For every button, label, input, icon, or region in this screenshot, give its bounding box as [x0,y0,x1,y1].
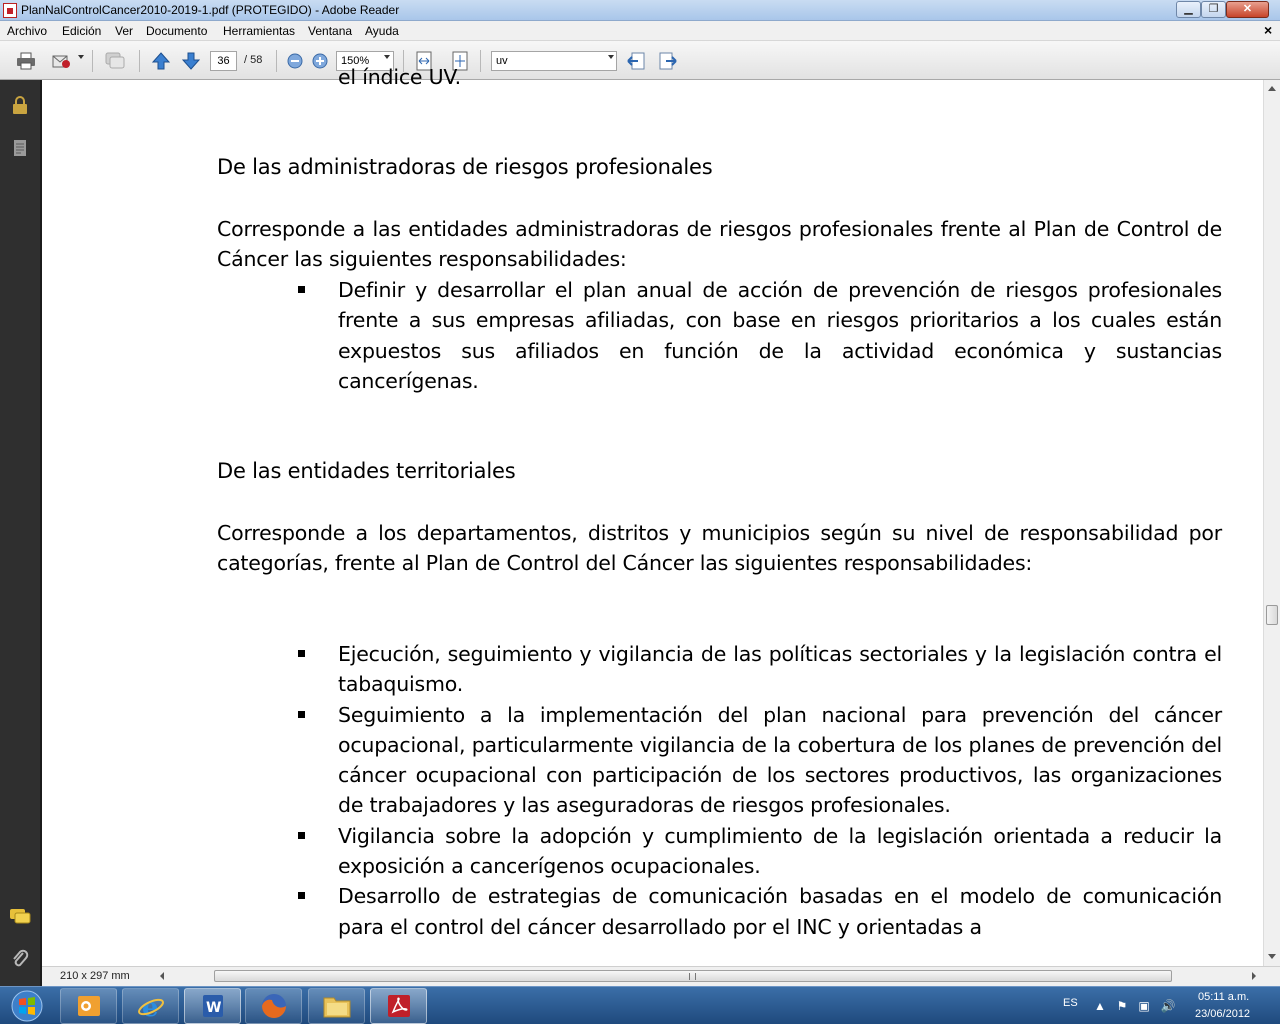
list-item-text: Seguimiento a la implementación del plan nacional para prevención del cáncer ocupacional, particularmente vigilancia de la cobertura de los planes de prevención del cáncer ocupacional con participación de los sectores productivos, las organizaciones de trabajadores y las aseguradoras de riesgos profesionales. [338,702,1222,818]
svg-text:e: e [141,993,159,1023]
scroll-down-arrow[interactable] [1268,954,1276,959]
menu-bar [0,21,1280,41]
page-number-input[interactable]: 36 [210,51,237,71]
bullet-list-territoriales [217,639,1222,942]
menu-documento[interactable]: Documento [146,24,208,38]
pages-icon[interactable] [9,137,31,159]
status-bar [42,966,1280,986]
section-heading-riesgos: De las administradoras de riesgos profesionales [217,155,713,179]
section-heading-territoriales: De las entidades territoriales [217,459,516,483]
section-intro-riesgos: Corresponde a las entidades administradoras de riesgos profesionales frente al Plan de Control de Cáncer las siguientes responsabilidades: [217,217,1222,272]
close-document-button[interactable]: × [1264,22,1273,38]
word-icon[interactable] [184,988,241,1024]
list-item [217,881,1222,942]
menu-ayuda[interactable]: Ayuda [365,24,399,38]
list-item [217,821,1222,882]
title-bar [0,0,1280,21]
scroll-left-arrow[interactable] [160,972,164,980]
list-item-text: Vigilancia sobre la adopción y cumplimiento de la legislación orientada a reducir la exposición a cancerígenos ocupacionales. [338,823,1222,879]
system-tray [1050,987,1280,1025]
toolbar-separator [139,50,140,72]
find-dropdown-arrow[interactable] [608,55,614,59]
bullet-list-riesgos [217,275,1222,396]
navigation-panel [0,80,42,988]
list-item-text: Definir y desarrollar el plan anual de acción de prevención de riesgos profesionales frente a sus empresas afiliadas, con base en riesgos prioritarios a los cuales están expuestos sus afiliados en función de la actividad económica y sustancias cancerígenas. [338,278,1222,393]
toolbar-separator [276,50,277,72]
cut-off-line: el índice UV. [338,65,461,89]
email-icon[interactable] [51,50,73,72]
language-indicator[interactable]: ES [1063,997,1078,1009]
horizontal-scroll-thumb[interactable] [214,970,1172,982]
adobe-reader-icon[interactable] [370,988,427,1024]
outlook-icon[interactable] [60,988,117,1024]
zoom-in-icon[interactable] [309,50,331,72]
comments-icon[interactable] [9,906,31,928]
list-item [217,700,1222,821]
page-count-label: / 58 [244,54,263,66]
prev-page-icon[interactable] [150,50,172,72]
zoom-select[interactable]: 150% [336,51,394,71]
menu-edicion[interactable]: Edición [62,24,102,38]
network-icon[interactable]: ▣ [1138,999,1150,1013]
volume-icon[interactable]: 🔊 [1160,999,1176,1013]
close-window-button[interactable]: ✕ [1226,1,1269,18]
start-button[interactable] [2,988,52,1024]
menu-ver[interactable]: Ver [115,24,134,38]
list-item-text: Desarrollo de estrategias de comunicación basadas en el modelo de comunicación para el control del cáncer desarrollado por el INC y orientadas a [338,884,1222,939]
zoom-out-icon[interactable] [284,50,306,72]
adobe-reader-app-icon [3,3,17,18]
bullet-icon [298,650,305,657]
email-dropdown-arrow[interactable] [78,55,84,59]
menu-herramientas[interactable]: Herramientas [223,24,296,38]
list-item [217,275,1222,396]
minimize-button[interactable]: ▁ [1176,1,1201,18]
bullet-icon [298,832,305,839]
menu-ventana[interactable]: Ventana [308,24,353,38]
scroll-right-arrow[interactable] [1252,972,1256,980]
section-intro-territoriales: Corresponde a los departamentos, distritos y municipios según su nivel de responsabilidad por categorías, frente al Plan de Control del Cáncer las siguientes responsabilidades: [217,521,1222,576]
maximize-button[interactable]: ❐ [1201,1,1226,18]
show-hidden-icons-icon[interactable]: ▲ [1094,999,1106,1013]
bullet-icon [298,711,305,718]
toolbar-separator [92,50,93,72]
zoom-dropdown-arrow[interactable] [384,55,390,59]
bullet-icon [298,286,305,293]
attachment-icon[interactable] [9,948,31,970]
next-page-icon[interactable] [180,50,202,72]
menu-archivo[interactable]: Archivo [7,24,48,38]
list-item [217,639,1222,700]
page-size-label: 210 x 297 mm [60,970,130,982]
file-explorer-icon[interactable] [308,988,365,1024]
clock-time[interactable]: 05:11 a.m. [1198,991,1250,1003]
lock-icon[interactable] [9,94,31,116]
scroll-up-arrow[interactable] [1268,86,1276,91]
vertical-scrollbar[interactable] [1263,80,1280,966]
taskbar [0,986,1280,1024]
window-title: PlanNalControlCancer2010-2019-1.pdf (PROTEGIDO) - Adobe Reader [21,3,400,17]
list-item-text: Ejecución, seguimiento y vigilancia de las políticas sectoriales y la legislación contra el tabaquismo. [338,642,1222,697]
action-center-flag-icon[interactable]: ⚑ [1116,999,1128,1013]
comment-icon[interactable] [104,50,126,72]
clock-date[interactable]: 23/06/2012 [1195,1008,1251,1020]
document-view[interactable] [42,65,1263,966]
internet-explorer-icon[interactable] [122,988,179,1024]
bullet-icon [298,892,305,899]
svg-text:W: W [205,1000,221,1016]
vertical-scroll-thumb[interactable] [1266,605,1278,625]
firefox-icon[interactable] [245,988,302,1024]
scroll-grip-icon [689,973,696,980]
horizontal-scrollbar[interactable] [154,969,1264,984]
find-input[interactable]: uv [491,51,617,71]
print-icon[interactable] [15,50,37,72]
